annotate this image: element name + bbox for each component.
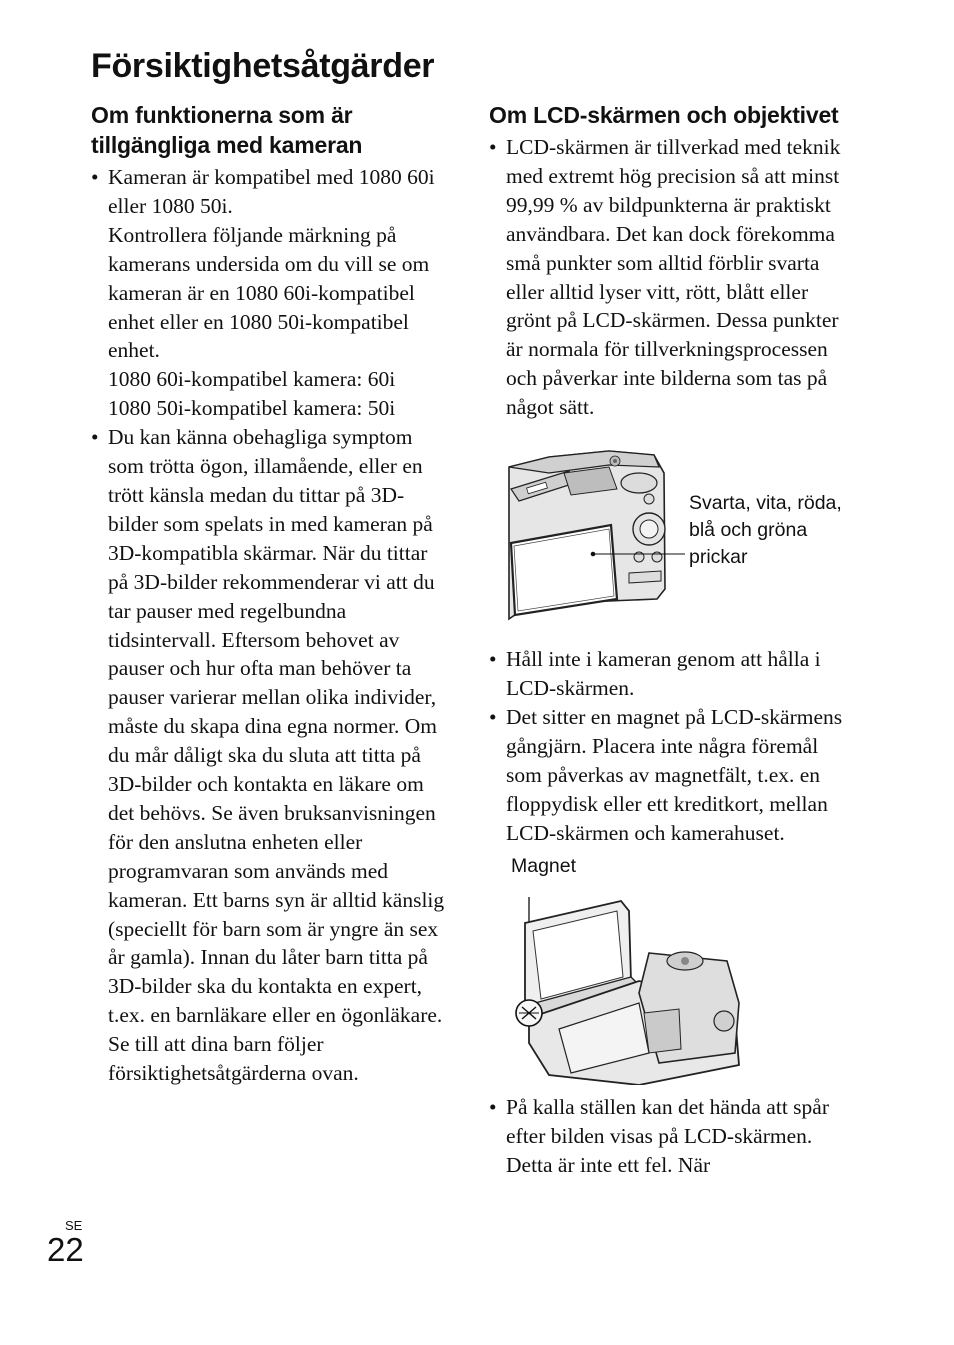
- camera-back-illustration: [489, 449, 849, 631]
- paragraph: 1080 50i-kompatibel kamera: 50i: [108, 396, 396, 421]
- lcd-hinge-magnet-illustration: [489, 853, 849, 1085]
- lcd-list-middle: [489, 645, 849, 847]
- paragraph: • Kameran är kompatibel med 1080 60i eller 1080 50i.: [108, 165, 435, 218]
- page-marker: [47, 1219, 84, 1267]
- page-title: Försiktighetsåtgärder: [91, 47, 435, 85]
- camera-functions-list: [91, 163, 451, 1088]
- magnet-callout: Magnet: [511, 855, 577, 878]
- lcd-list-bottom: [489, 1093, 849, 1180]
- list-item: • LCD-skärmen är tillverkad med teknik med extremt hög precision så att minst 99,99 % av bildpunkterna är praktiskt användbara. Det kan dock förekomma små punkter som alltid förblir svarta eller alltid lyser vitt, rött, blått eller grönt på LCD-skärmen. Dessa punkter är normala för tillverkningsprocessen och påverkar inte bilderna som tas på något sätt.: [489, 133, 849, 422]
- list-item: • Håll inte i kameran genom att hålla i LCD-skärmen.: [489, 645, 849, 703]
- right-column: [489, 100, 849, 1180]
- left-column: [91, 100, 451, 1088]
- list-item: • Det sitter en magnet på LCD-skärmens gångjärn. Placera inte några föremål som påverkas av magnetfält, t.ex. en floppydisk eller ett kreditkort, mellan LCD-skärmen och kamerahuset.: [489, 703, 849, 848]
- page-number: 22: [47, 1231, 84, 1268]
- pixel-dots-callout: Svarta, vita, röda, blå och gröna prickar: [689, 492, 842, 569]
- list-item: [91, 163, 451, 423]
- camera-tilted-lcd-drawing: [489, 853, 749, 1085]
- list-item: [91, 423, 451, 1088]
- paragraph: Kontrollera följande märkning på kamerans undersida om du vill se om kameran är en 1080 60i-kompatibel enhet eller en 1080 50i-kompatibel enhet.: [108, 222, 430, 363]
- language-code: SE: [65, 1218, 83, 1233]
- paragraph: 1080 60i-kompatibel kamera: 60i: [108, 367, 396, 392]
- lcd-list-top: [489, 133, 849, 422]
- camera-back-drawing: [489, 449, 689, 631]
- list-item: • På kalla ställen kan det hända att spår efter bilden visas på LCD-skärmen. Detta är inte ett fel. När: [489, 1093, 849, 1180]
- section-heading-lcd-screen: Om LCD-skärmen och objektivet: [489, 102, 839, 128]
- paragraph: • Du kan känna obehagliga symptom som trötta ögon, illamående, eller en trött känsla medan du tittar på 3D-bilder som spelats in med kameran på 3D-kompatibla skärmar. När du tittar på 3D-bilder rekommenderar vi att du tar pauser med regelbundna tidsintervall. Eftersom behovet av pauser och hur ofta man behöver ta pauser varierar mellan olika individer, måste du skapa dina egna normer. Om du mår dåligt ska du sluta att titta på 3D-bilder och kontakta en läkare om det behövs. Se även bruksanvisningen för den anslutna enheten eller programvaran som används med kameran. Ett barns syn är alltid känslig (speciellt för barn som är yngre än sex år gamla). Innan du låter barn titta på 3D-bilder ska du kontakta en expert, t.ex. en barnläkare eller en ögonläkare. Se till att dina barn följer försiktighetsåtgärderna ovan.: [108, 425, 445, 1086]
- section-heading-camera-functions: Om funktionerna som är tillgängliga med kameran: [91, 102, 363, 158]
